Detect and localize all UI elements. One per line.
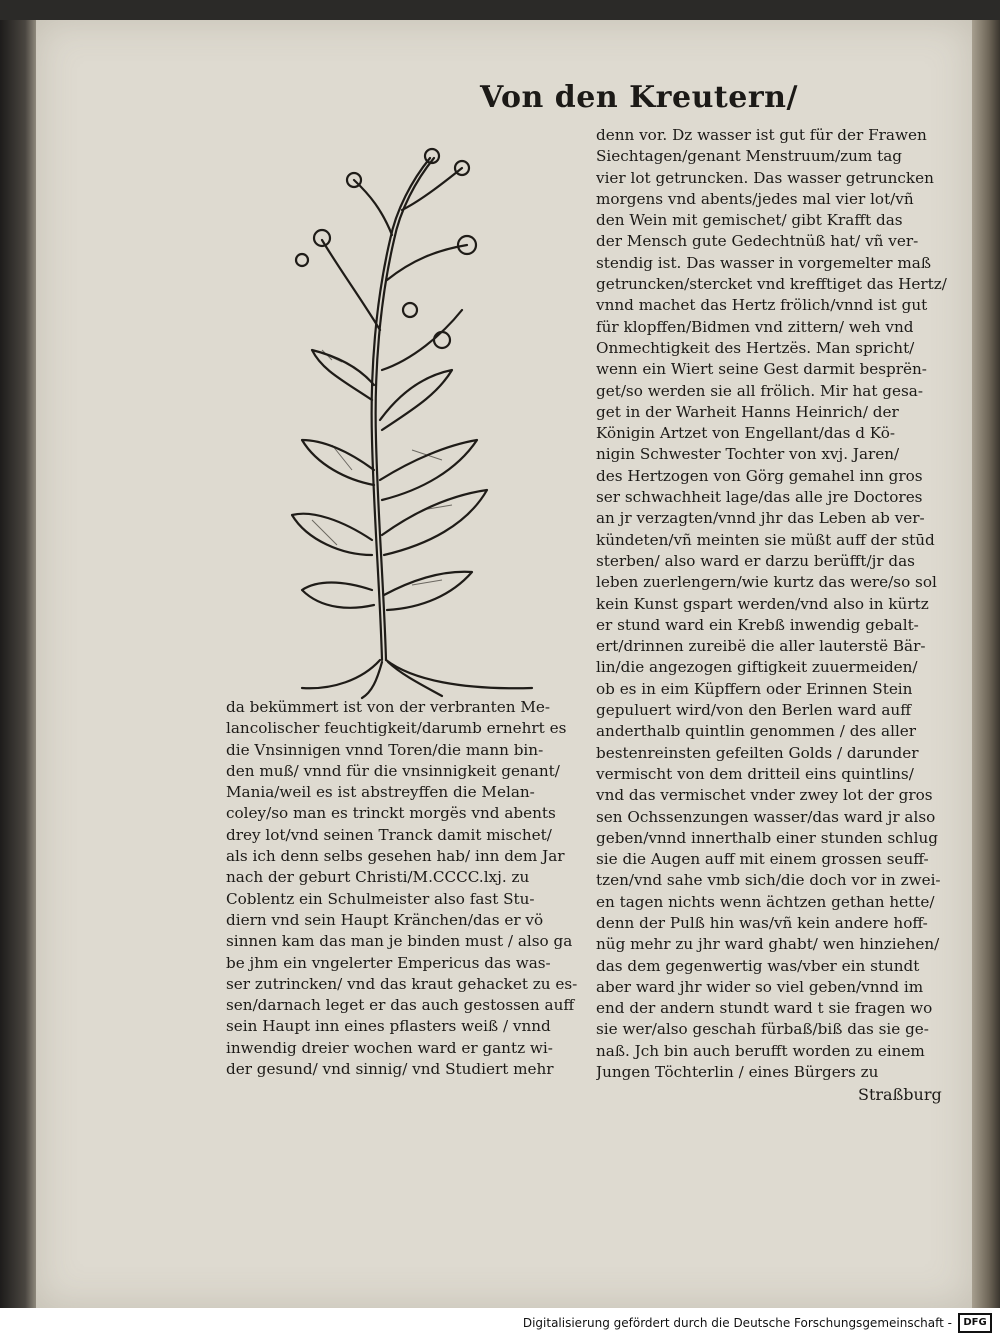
text-line: des Hertzogen von Görg gemahel inn gros xyxy=(596,466,923,485)
text-line: bestenreinsten gefeilten Golds / darunder xyxy=(596,743,919,762)
text-line: da bekümmert ist von der verbranten Me- xyxy=(226,698,551,716)
text-line: den muß/ vnnd für die vnsinnigkeit genant/ xyxy=(226,761,560,780)
text-line: sen/darnach leget er das auch gestossen auff xyxy=(226,996,575,1015)
text-line: sen Ochssenzungen wasser/das ward jr also xyxy=(596,807,936,826)
text-line: Coblentz ein Schulmeister also fast Stu- xyxy=(226,889,535,908)
text-line: geben/vnnd innerthalb einer stunden schlug xyxy=(596,828,938,847)
text-line: denn der Pulß hin was/vñ kein andere hoff- xyxy=(596,913,928,932)
page-right-edge xyxy=(972,20,1000,1308)
text-line: Königin Artzet von Engellant/das d Kö- xyxy=(596,424,896,443)
text-line: kündeten/vñ meinten sie müßt auff der stūd xyxy=(596,530,935,549)
text-line: Onmechtigkeit des Hertzës. Man spricht/ xyxy=(596,338,915,357)
book-spine-edge xyxy=(0,20,36,1308)
text-line: end der andern stundt ward t sie fragen wo xyxy=(596,999,933,1018)
page-header-title: Von den Kreutern/ xyxy=(480,80,798,115)
text-line: be jhm ein vngelerter Empericus das was- xyxy=(226,953,551,972)
text-line: anderthalb quintlin genommen / des aller xyxy=(596,722,917,741)
dfg-logo[interactable]: DFG xyxy=(958,1313,992,1333)
text-line: Mania/weil es ist abstreyffen die Melan- xyxy=(226,783,535,802)
text-line: inwendig dreier wochen ward er gantz wi- xyxy=(226,1038,553,1057)
text-line: sie wer/also geschah fürbaß/biß das sie ge- xyxy=(596,1020,929,1039)
text-line: der gesund/ vnd sinnig/ vnd Studiert mehr xyxy=(226,1060,554,1079)
text-line: der Mensch gute Gedechtnüß hat/ vñ ver- xyxy=(596,232,919,251)
text-line: für klopffen/Bidmen vnd zittern/ weh vnd xyxy=(596,317,914,336)
text-line: kein Kunst gspart werden/vnd also in kürtz xyxy=(596,594,929,613)
right-text-column xyxy=(596,125,976,1083)
text-line: vermischt von dem dritteil eins quintlins/ xyxy=(596,764,914,783)
text-line: den Wein mit gemischet/ gibt Krafft das xyxy=(596,211,903,230)
text-line: coley/so man es trinckt morgës vnd abents xyxy=(226,804,556,823)
text-line: vnnd machet das Hertz frölich/vnnd ist gut xyxy=(596,296,928,315)
text-line: en tagen nichts wenn ächtzen gethan hette/ xyxy=(596,892,935,911)
text-line: naß. Jch bin auch berufft worden zu einem xyxy=(596,1041,925,1060)
text-line: sterben/ also ward er darzu berüfft/jr das xyxy=(596,551,915,570)
text-line: wenn ein Wiert seine Gest darmit besprën- xyxy=(596,360,927,379)
text-line: ert/drinnen zureibë die aller lauterstë Bär- xyxy=(596,637,926,656)
text-line: sinnen kam das man je binden must / also ga xyxy=(226,932,573,951)
text-line: Jungen Töchterlin / eines Bürgers zu xyxy=(596,1063,879,1082)
text-line: lancolischer feuchtigkeit/darumb ernehrt es xyxy=(226,719,567,738)
text-line: vier lot getruncken. Das wasser getruncken xyxy=(596,168,934,187)
text-line: die Vnsinnigen vnnd Toren/die mann bin- xyxy=(226,740,544,759)
text-line: denn vor. Dz wasser ist gut für der Frawen xyxy=(596,126,927,144)
left-text-column xyxy=(226,697,598,1080)
text-line: er stund ward ein Krebß inwendig gebalt- xyxy=(596,615,919,634)
text-line: sein Haupt inn eines pflasters weiß / vnnd xyxy=(226,1017,551,1036)
plant-woodcut-illustration xyxy=(262,140,562,700)
text-line: Siechtagen/genant Menstruum/zum tag xyxy=(596,147,903,166)
text-line: das dem gegenwertig was/vber ein stundt xyxy=(596,956,920,975)
text-line: morgens vnd abents/jedes mal vier lot/vñ xyxy=(596,189,914,208)
text-line: drey lot/vnd seinen Tranck damit mischet/ xyxy=(226,825,552,844)
catchword: Straßburg xyxy=(858,1085,942,1104)
text-line: nigin Schwester Tochter von xvj. Jaren/ xyxy=(596,445,900,464)
text-line: lin/die angezogen giftigkeit zuuermeiden/ xyxy=(596,658,918,677)
text-line: leben zuerlengern/wie kurtz das were/so sol xyxy=(596,573,937,592)
text-line: vnd das vermischet vnder zwey lot der gros xyxy=(596,786,933,805)
text-line: ser schwachheit lage/das alle jre Doctores xyxy=(596,488,923,507)
digitization-credit: Digitalisierung gefördert durch die Deutsche Forschungsgemeinschaft - xyxy=(522,1316,952,1330)
text-line: nüg mehr zu jhr ward ghabt/ wen hinziehen/ xyxy=(596,935,940,954)
text-line: getruncken/stercket vnd krefftiget das Hertz/ xyxy=(596,275,947,294)
text-line: an jr verzagten/vnnd jhr das Leben ab ver- xyxy=(596,509,925,528)
text-line: diern vnd sein Haupt Kränchen/das er vö xyxy=(226,910,544,929)
text-line: get in der Warheit Hanns Heinrich/ der xyxy=(596,402,899,421)
text-line: ser zutrincken/ vnd das kraut gehacket zu es- xyxy=(226,974,578,993)
text-line: gepuluert wird/von den Berlen ward auff xyxy=(596,701,911,720)
text-line: sie die Augen auff mit einem grossen seuff- xyxy=(596,850,929,869)
text-line: ob es in eim Küpffern oder Erinnen Stein xyxy=(596,679,913,698)
text-line: aber ward jhr wider so viel geben/vnnd im xyxy=(596,977,924,996)
text-line: nach der geburt Christi/M.CCCC.lxj. zu xyxy=(226,868,530,887)
text-line: get/so werden sie all frölich. Mir hat gesa- xyxy=(596,381,923,400)
text-line: stendig ist. Das wasser in vorgemelter maß xyxy=(596,253,931,272)
text-line: tzen/vnd sahe vmb sich/die doch vor in zwei- xyxy=(596,871,941,890)
text-line: als ich denn selbs gesehen hab/ inn dem Jar xyxy=(226,847,565,866)
